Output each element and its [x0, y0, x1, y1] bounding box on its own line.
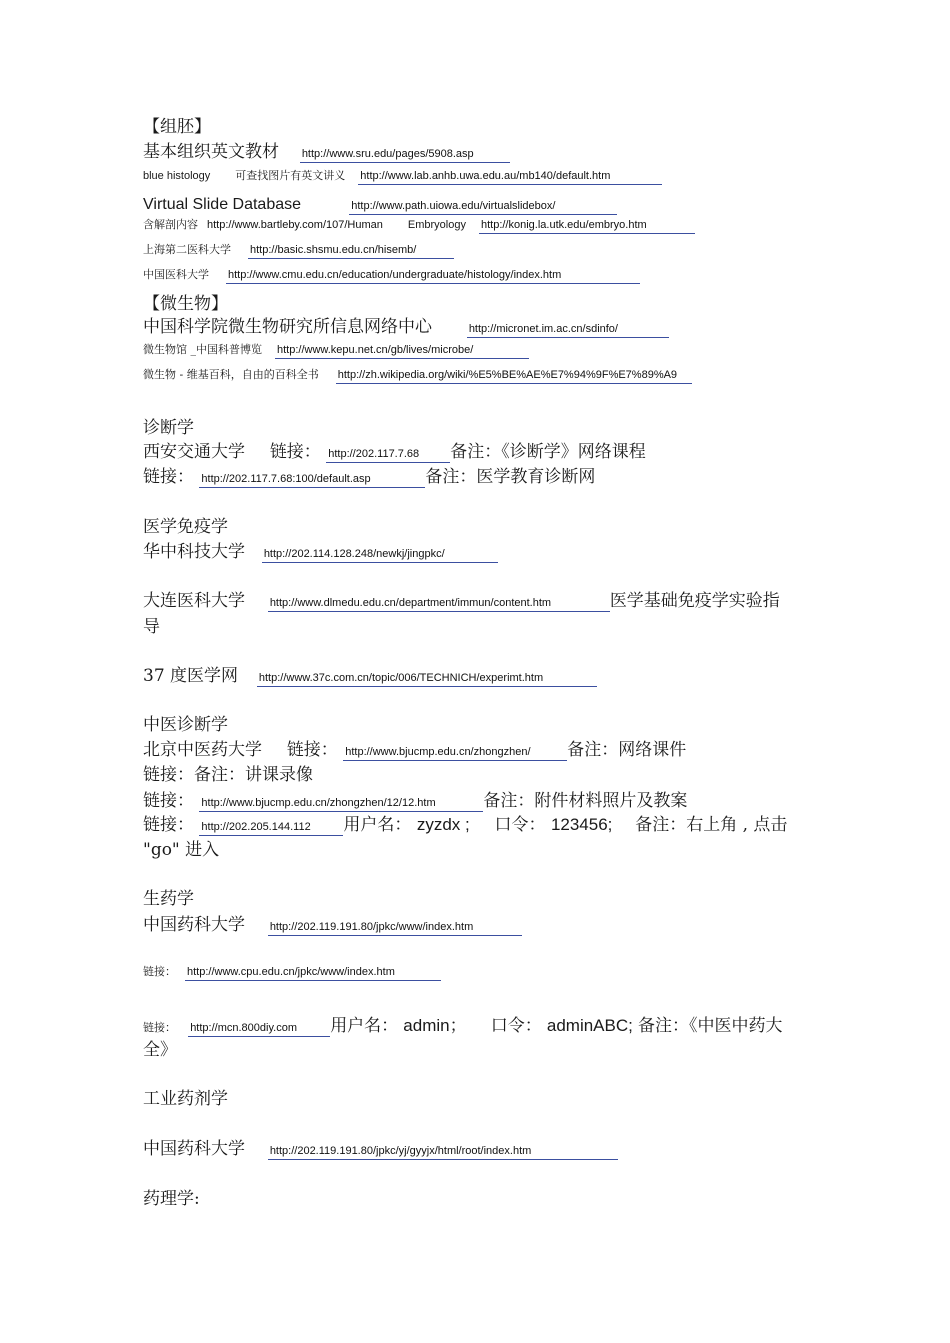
resource-link[interactable]: http://www.kepu.net.cn/gb/lives/microbe/ — [275, 344, 529, 359]
resource-label: 微生物 - 维基百科，自由的百科全书 — [143, 368, 319, 381]
resource-label: 基本组织英文教材 — [143, 142, 279, 162]
list-item — [143, 170, 662, 185]
link-label: 链接： — [143, 1021, 176, 1034]
resource-link[interactable]: http://202.205.144.112 — [199, 821, 343, 836]
link-label: 链接： — [143, 791, 194, 811]
resource-link[interactable]: http://www.lab.anhb.uwa.edu.au/mb140/default.htm — [358, 170, 662, 185]
resource-note: 备注：《诊断学》网络课程 — [450, 442, 646, 462]
list-item — [143, 916, 522, 936]
resource-note: 备注：医学教育诊断网 — [425, 467, 596, 487]
resource-link[interactable]: http://zh.wikipedia.org/wiki/%E5%BE%AE%E7%94%9F%E7%89%A9 — [336, 369, 692, 384]
list-item — [143, 344, 529, 359]
resource-link[interactable]: http://basic.shsmu.edu.cn/hisemb/ — [248, 244, 454, 259]
resource-link[interactable]: http://konig.la.utk.edu/embryo.htm — [479, 219, 695, 234]
section-heading-diagnostics: 诊断学 — [143, 418, 194, 438]
password-value: 123456; — [550, 815, 613, 834]
link-label: 链接： — [269, 442, 321, 462]
section-heading-pharmacology: 药理学: — [143, 1189, 200, 1209]
resource-note-wrap: 导 — [143, 617, 160, 637]
list-item — [143, 1016, 782, 1037]
resource-note-wrap: "go" 进入 — [143, 840, 220, 860]
list-item — [143, 318, 669, 338]
list-item — [143, 792, 687, 812]
list-item — [143, 468, 595, 488]
resource-link[interactable]: http://202.117.7.68:100/default.asp — [199, 473, 425, 488]
resource-link[interactable]: http://202.114.128.248/newkj/jingpkc/ — [262, 548, 498, 563]
resource-link[interactable]: http://www.cpu.edu.cn/jpkc/www/index.htm — [185, 966, 441, 981]
password-label: 口令： — [490, 1016, 542, 1036]
resource-note: 备注：附件材料照片及教案 — [483, 791, 688, 811]
password-label: 口令： — [494, 815, 546, 835]
username-value: admin； — [403, 1016, 467, 1035]
list-item — [143, 369, 692, 384]
password-value: adminABC; — [546, 1016, 633, 1035]
resource-link[interactable]: http://www.sru.edu/pages/5908.asp — [300, 148, 510, 163]
resource-note: 备注：《中医中药大 — [637, 1016, 783, 1036]
resource-link[interactable]: http://micronet.im.ac.cn/sdinfo/ — [467, 323, 669, 338]
resource-link[interactable]: http://202.119.191.80/jpkc/www/index.htm — [268, 921, 522, 936]
list-item — [143, 815, 787, 836]
resource-link[interactable]: http://www.cmu.edu.cn/education/undergraduate/histology/index.htm — [226, 269, 640, 284]
resource-link[interactable]: http://www.dlmedu.edu.cn/department/immun/content.htm — [268, 597, 610, 612]
list-item — [143, 592, 780, 612]
section-heading-tcm-diagnostics: 中医诊断学 — [143, 715, 228, 735]
list-item — [143, 667, 597, 687]
school-name: 大连医科大学 — [143, 591, 245, 611]
section-heading-microbiology: 【微生物】 — [143, 294, 228, 314]
list-item — [143, 269, 640, 284]
username-label: 用户名： — [330, 1016, 399, 1036]
resource-link[interactable]: http://www.bjucmp.edu.cn/zhongzhen/ — [343, 746, 567, 761]
resource-link[interactable]: http://www.bjucmp.edu.cn/zhongzhen/12/12.htm — [199, 797, 483, 812]
username-label: 用户名： — [343, 815, 412, 835]
link-label: 链接： — [143, 965, 176, 978]
resource-label: 中国科学院微生物研究所信息网络中心 — [143, 317, 432, 337]
resource-note: 医学基础免疫学实验指 — [609, 591, 780, 611]
section-heading-immunology: 医学免疫学 — [143, 517, 228, 537]
resource-label: 上海第二医科大学 — [143, 243, 231, 256]
resource-link[interactable]: http://202.117.7.68 — [326, 448, 450, 463]
resource-link[interactable]: http://www.37c.com.cn/topic/006/TECHNICH/experimt.htm — [257, 672, 597, 687]
link-label: 链接： — [143, 467, 194, 487]
school-name: 北京中医药大学 — [143, 740, 262, 760]
list-item — [143, 219, 695, 234]
resource-label: 中国医科大学 — [143, 268, 209, 281]
resource-note: 可查找图片有英文讲义 — [235, 169, 346, 182]
resource-label: Embryology — [407, 219, 466, 231]
school-name: 中国药科大学 — [143, 1139, 245, 1159]
list-item — [143, 543, 498, 563]
username-value: zyzdx ; — [416, 815, 470, 834]
link-label: 链接： — [286, 740, 338, 760]
resource-note: 备注：右上角 , 点击 — [635, 815, 788, 835]
school-name: 华中科技大学 — [143, 542, 245, 562]
list-item — [143, 966, 441, 981]
list-item — [143, 443, 646, 463]
site-name: 37 度医学网 — [143, 666, 239, 686]
resource-label: Virtual Slide Database — [143, 196, 302, 213]
resource-link[interactable]: http://www.path.uiowa.edu/virtualslidebox/ — [349, 200, 617, 215]
resource-note-wrap: 全》 — [143, 1040, 177, 1060]
resource-link[interactable]: http://202.119.191.80/jpkc/yj/gyyjx/html/root/index.htm — [268, 1145, 618, 1160]
list-item — [143, 244, 454, 259]
section-heading-pharmacognosy: 生药学 — [143, 889, 194, 909]
resource-label: 微生物馆 _中国科普博览 — [143, 343, 262, 356]
list-item — [143, 143, 510, 163]
list-item — [143, 195, 617, 215]
resource-label: 含解剖内容 — [143, 218, 198, 231]
list-item: 链接：备注：讲课录像 — [143, 765, 313, 785]
section-heading-industrial-pharmacy: 工业药剂学 — [143, 1089, 228, 1109]
school-name: 西安交通大学 — [143, 442, 245, 462]
link-label: 链接： — [143, 815, 194, 835]
list-item — [143, 741, 686, 761]
section-heading-histology: 【组胚】 — [143, 117, 211, 137]
resource-link[interactable]: http://www.bartleby.com/107/Human — [207, 219, 383, 231]
resource-note: 备注：网络课件 — [567, 740, 687, 760]
list-item — [143, 1140, 618, 1160]
resource-label: blue histology — [143, 170, 211, 182]
school-name: 中国药科大学 — [143, 915, 245, 935]
resource-link[interactable]: http://mcn.800diy.com — [188, 1022, 330, 1037]
